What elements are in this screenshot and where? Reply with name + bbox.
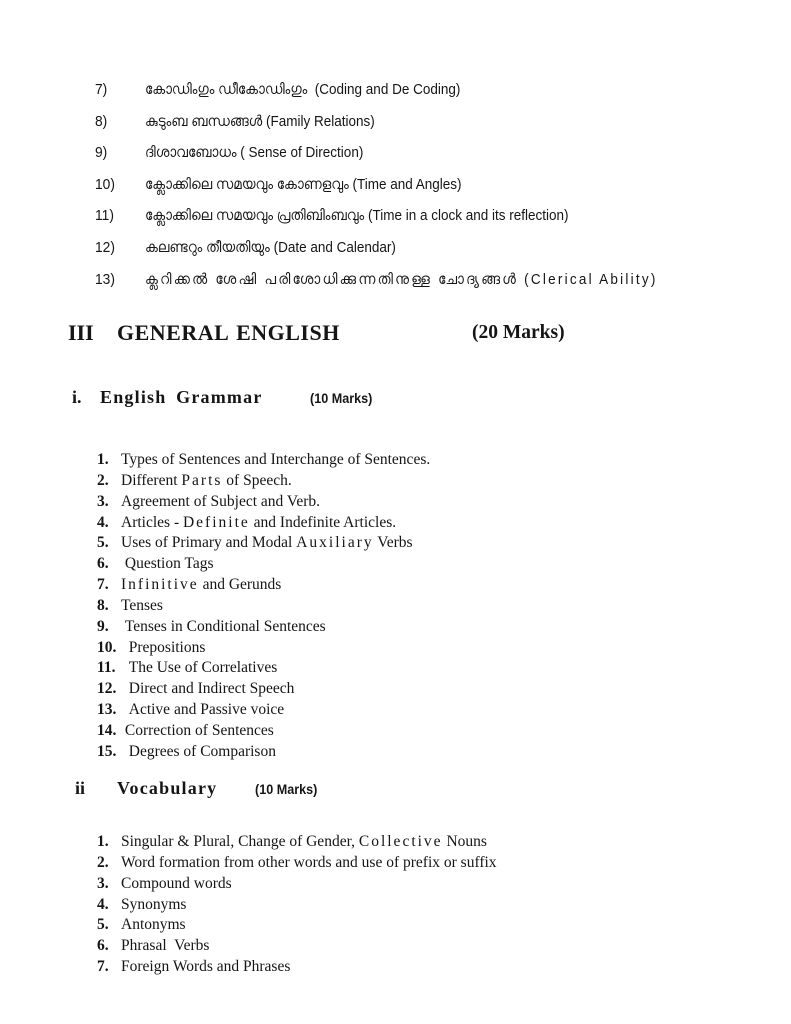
- list-item: [97, 513, 717, 534]
- item-number: 14.: [97, 721, 117, 739]
- item-number: 5.: [97, 534, 109, 552]
- subsection-numeral: i.: [72, 387, 82, 407]
- malayalam-list-item: [95, 112, 745, 132]
- item-number: 6.: [97, 555, 109, 573]
- item-text: Degrees of Comparison: [121, 742, 276, 760]
- item-number: 6.: [97, 937, 109, 955]
- subsection-marks: (10 Marks): [255, 781, 318, 797]
- item-number: 12.: [97, 680, 117, 698]
- list-item: [97, 700, 717, 721]
- item-number: 11): [95, 207, 114, 225]
- list-item: [97, 679, 717, 700]
- list-item: [97, 617, 717, 638]
- item-number: 1.: [97, 451, 109, 468]
- item-number: 2.: [97, 471, 109, 489]
- malayalam-list-item: [95, 143, 745, 163]
- list-item: [97, 832, 717, 853]
- item-number: 7): [95, 81, 108, 98]
- item-text: Phrasal Verbs: [121, 937, 210, 955]
- section-title: GENERAL ENGLISH: [117, 320, 340, 345]
- list-item: [97, 915, 717, 936]
- item-number: 4.: [97, 895, 109, 913]
- list-item: [97, 742, 717, 763]
- item-text: Direct and Indirect Speech: [121, 680, 295, 698]
- item-text: Tenses in Conditional Sentences: [121, 617, 326, 635]
- item-number: 2.: [97, 853, 109, 871]
- item-text: Types of Sentences and Interchange of Sentences.: [121, 451, 431, 468]
- item-number: 11.: [97, 659, 116, 677]
- list-item: [97, 596, 717, 617]
- list-item: [97, 721, 717, 742]
- item-text: Articles - Definite and Indefinite Articles.: [121, 513, 397, 531]
- item-number: 1.: [97, 833, 109, 850]
- list-item: [97, 853, 717, 874]
- list-item: [97, 554, 717, 575]
- list-item: [97, 575, 717, 596]
- item-number: 9.: [97, 617, 109, 635]
- item-number: 9): [95, 144, 108, 162]
- subsection-title: English Grammar: [100, 387, 263, 407]
- vocabulary-topic-list: [97, 832, 717, 978]
- subsection-heading-vocabulary: [0, 778, 791, 804]
- item-text: Correction of Sentences: [121, 721, 274, 739]
- item-number: 15.: [97, 742, 117, 760]
- malayalam-list-item: [95, 270, 745, 290]
- item-number: 8.: [97, 596, 109, 614]
- item-number: 13): [95, 270, 115, 288]
- item-text: Foreign Words and Phrases: [121, 958, 291, 976]
- list-item: [97, 471, 717, 492]
- subsection-marks: (10 Marks): [310, 390, 373, 406]
- list-item: [97, 658, 717, 679]
- item-number: 3.: [97, 492, 109, 510]
- item-text: Compound words: [121, 874, 232, 892]
- item-text: Active and Passive voice: [121, 701, 285, 719]
- list-item: [97, 450, 717, 471]
- item-text: Uses of Primary and Modal Auxiliary Verbs: [121, 534, 413, 552]
- item-text: Singular & Plural, Change of Gender, Collective Nouns: [121, 833, 487, 850]
- item-number: 3.: [97, 874, 109, 892]
- item-number: 8): [95, 112, 108, 130]
- item-text: Tenses: [121, 596, 163, 614]
- item-text: The Use of Correlatives: [121, 659, 278, 677]
- section-marks: (20 Marks): [472, 322, 565, 343]
- item-text: കോഡിംഗും ഡീകോഡിംഗും (Coding and De Coding): [145, 81, 461, 98]
- section-heading-general-english: [0, 320, 791, 350]
- list-item: [97, 492, 717, 513]
- item-text: ക്ലോക്കിലെ സമയവും പ്രതിബിംബവും (Time in a clock and its reflection): [145, 207, 569, 225]
- item-number: 7.: [97, 576, 109, 594]
- item-number: 5.: [97, 916, 109, 934]
- item-text: Antonyms: [121, 916, 186, 934]
- item-text: Agreement of Subject and Verb.: [121, 492, 321, 510]
- item-text: ക്ലോക്കിലെ സമയവും കോണളവും (Time and Angles): [145, 175, 462, 193]
- list-item: [97, 874, 717, 895]
- malayalam-list-item: [95, 238, 745, 258]
- item-text: Prepositions: [121, 638, 206, 656]
- section-numeral: III: [68, 320, 94, 345]
- item-number: 7.: [97, 958, 109, 976]
- item-number: 10.: [97, 638, 117, 656]
- item-text: കലണ്ടറും തീയതിയും (Date and Calendar): [145, 238, 396, 256]
- item-number: 10): [95, 175, 115, 193]
- item-text: Word formation from other words and use of prefix or suffix: [121, 853, 497, 871]
- item-number: 13.: [97, 701, 117, 719]
- list-item: [97, 957, 717, 978]
- item-text: Different Parts of Speech.: [121, 471, 292, 489]
- list-item: [97, 895, 717, 916]
- item-text: കുടുംബ ബന്ധങ്ങൾ (Family Relations): [145, 112, 375, 130]
- item-number: 4.: [97, 513, 109, 531]
- list-item: [97, 533, 717, 554]
- list-item: [97, 638, 717, 659]
- malayalam-list-item: [95, 206, 745, 226]
- subsection-heading-english-grammar: [0, 387, 791, 413]
- malayalam-list-item: [95, 175, 745, 195]
- item-text: ദിശാവബോധം ( Sense of Direction): [145, 144, 364, 162]
- item-text: Question Tags: [121, 555, 214, 573]
- item-text: ക്ലറിക്കൽ ശേഷി പരിശോധിക്കുന്നതിനുള്ള ചോദ്യങ്ങൾ (Clerical Ability): [145, 270, 658, 288]
- malayalam-list-item: [95, 80, 745, 100]
- list-item: [97, 936, 717, 957]
- malayalam-topic-list: [95, 80, 745, 301]
- subsection-title: Vocabulary: [117, 778, 218, 798]
- item-text: Infinitive and Gerunds: [121, 576, 282, 594]
- item-text: Synonyms: [121, 895, 187, 913]
- subsection-numeral: ii: [75, 778, 86, 798]
- item-number: 12): [95, 238, 115, 256]
- grammar-topic-list: [97, 450, 717, 763]
